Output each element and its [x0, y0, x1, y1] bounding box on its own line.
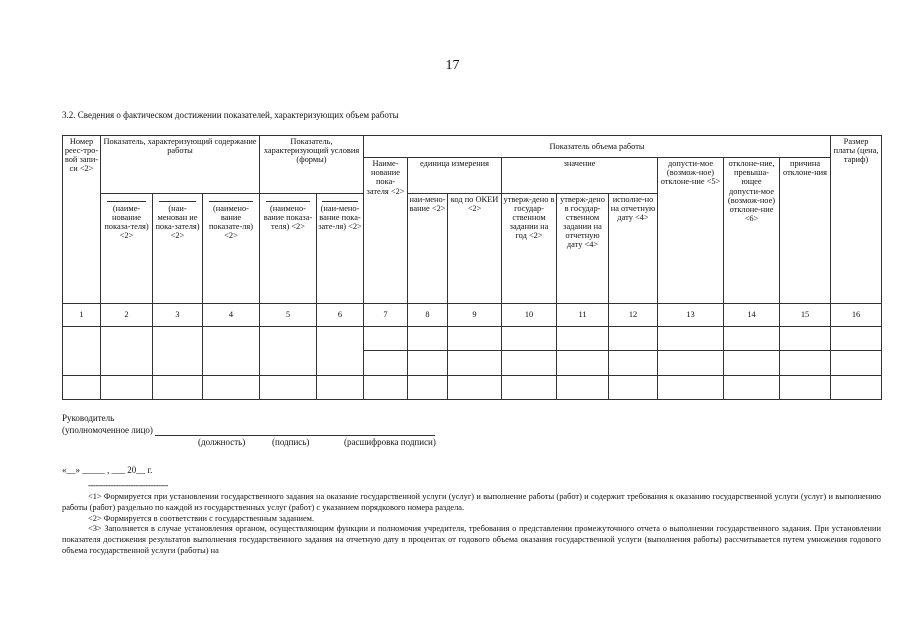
data-cell	[101, 375, 153, 399]
header-allowed-deviation: допусти-мое (возмож-ное) отклоне-ние <5>	[658, 158, 724, 303]
date-line: «__» _____ , ___ 20__ г.	[62, 465, 153, 475]
footnote-divider: --------------------------------	[88, 480, 168, 490]
data-cell	[557, 326, 609, 350]
data-cell	[408, 375, 448, 399]
data-cell	[448, 326, 502, 350]
data-cell	[364, 326, 408, 350]
data-cell	[502, 326, 557, 350]
footnote-2: <2> Формируется в соответствии с государственным заданием.	[88, 513, 315, 523]
sign-label: (подпись)	[272, 437, 310, 447]
data-cell	[831, 375, 882, 399]
data-cell	[609, 351, 658, 375]
head-label: Руководитель	[62, 413, 115, 423]
column-number: 15	[780, 303, 831, 326]
data-cell	[408, 326, 448, 350]
subheader-content-2: (наи-менован ие пока-зателя) <2>	[153, 193, 203, 303]
data-cell	[63, 326, 101, 375]
data-cell	[609, 326, 658, 350]
subheader-content-1: (наиме-нование показа-теля) <2>	[101, 193, 153, 303]
column-number: 9	[448, 303, 502, 326]
header-conditions-indicator: Показатель, характеризующий условия (формы)	[260, 136, 364, 194]
authorized-label: (уполномоченное лицо)	[62, 424, 153, 435]
page-number: 17	[445, 58, 460, 73]
header-value: значение	[502, 158, 658, 194]
header-deviation-reason: причина отклоне-ния	[780, 158, 831, 303]
data-cell	[364, 375, 408, 399]
data-cell	[724, 326, 780, 350]
data-cell	[780, 375, 831, 399]
column-number: 4	[203, 303, 260, 326]
column-number: 10	[502, 303, 557, 326]
signature-line	[155, 426, 435, 436]
data-cell	[364, 351, 408, 375]
decode-label: (расшифровка подписи)	[344, 437, 436, 447]
data-cell	[317, 326, 364, 375]
header-value-year: утверж-дено в государ-ственном задании на год <2>	[502, 193, 557, 303]
subheader-conditions-1: (наимено-вание показа-теля) <2>	[260, 193, 317, 303]
signature-block	[62, 413, 435, 436]
column-number: 13	[658, 303, 724, 326]
data-cell	[502, 375, 557, 399]
data-cell	[317, 375, 364, 399]
subheader-content-3: (наимено-вание показате-ля) <2>	[203, 193, 260, 303]
data-cell	[609, 375, 658, 399]
data-cell	[831, 326, 882, 350]
data-cell	[63, 375, 101, 399]
data-cell	[658, 351, 724, 375]
data-cell	[153, 326, 203, 375]
data-cell	[502, 351, 557, 375]
data-cell	[831, 351, 882, 375]
column-number: 8	[408, 303, 448, 326]
data-cell	[658, 375, 724, 399]
column-number: 16	[831, 303, 882, 326]
header-unit-name: наи-мено-вание <2>	[408, 193, 448, 303]
column-number: 5	[260, 303, 317, 326]
data-cell	[658, 326, 724, 350]
header-record-number: Номер реес-тро-вой запи-си <2>	[63, 136, 101, 304]
data-cell	[203, 326, 260, 375]
header-content-indicator: Показатель, характеризующий содержание работы	[101, 136, 260, 194]
footnotes	[62, 492, 881, 557]
column-number: 7	[364, 303, 408, 326]
data-cell	[153, 375, 203, 399]
header-fee: Размер платы (цена, тариф)	[831, 136, 882, 304]
data-cell	[557, 351, 609, 375]
header-unit: единица измерения	[408, 158, 502, 194]
position-label: (должность)	[198, 437, 246, 447]
data-cell	[260, 375, 317, 399]
footnote-3: <3> Заполняется в случае установления органом, осуществляющим функции и полномочия учредителя, требования о представлении промежуточного отчета о выполнении государственного задания. При установлении показателя достижения результатов выполнения государственного задания на отчетную дату в процентах от годового объема оказания государственной услуги (выполнения работы) рассчитывается путем умножения годового объема государственной услуги (работы) на	[62, 524, 881, 555]
data-cell	[408, 351, 448, 375]
data-cell	[724, 375, 780, 399]
data-cell	[780, 326, 831, 350]
column-number: 11	[557, 303, 609, 326]
column-number: 6	[317, 303, 364, 326]
column-number: 1	[63, 303, 101, 326]
data-cell	[724, 351, 780, 375]
column-number: 3	[153, 303, 203, 326]
section-title: 3.2. Сведения о фактическом достижении показателей, характеризующих объем работы	[62, 110, 399, 120]
header-value-date: утверж-дено в государ-ственном задании на отчетную дату <4>	[557, 193, 609, 303]
header-value-executed: исполне-но на отчетную дату <4>	[609, 193, 658, 303]
column-number: 14	[724, 303, 780, 326]
footnote-1: <1> Формируется при установлении государственного задания на оказание государственной услуги (услуг) и выполнение работы (работ) и содержит требования к оказанию государственной услуги (услуг) и выполнению работы (работ) раздельно по каждой из государственных услуг (работ) с указанием порядкового номера раздела.	[62, 492, 881, 512]
data-cell	[203, 375, 260, 399]
authorized-person-row	[62, 425, 435, 437]
data-cell	[557, 375, 609, 399]
column-number: 12	[609, 303, 658, 326]
data-cell	[260, 326, 317, 375]
header-unit-code: код по ОКЕИ <2>	[448, 193, 502, 303]
header-volume-indicator: Показатель объема работы	[364, 136, 831, 158]
subheader-conditions-2: (наи-мено-вание пока-зате-ля) <2>	[317, 193, 364, 303]
data-cell	[448, 375, 502, 399]
data-cell	[448, 351, 502, 375]
data-cell	[780, 351, 831, 375]
column-number: 2	[101, 303, 153, 326]
report-table	[62, 135, 882, 400]
data-cell	[101, 326, 153, 375]
header-indicator-name: Наиме-нование пока-зателя <2>	[364, 158, 408, 303]
header-exceeding-deviation: отклоне-ние, превыша-ющее допусти-мое (возмож-ное) отклоне-ние <6>	[724, 158, 780, 303]
